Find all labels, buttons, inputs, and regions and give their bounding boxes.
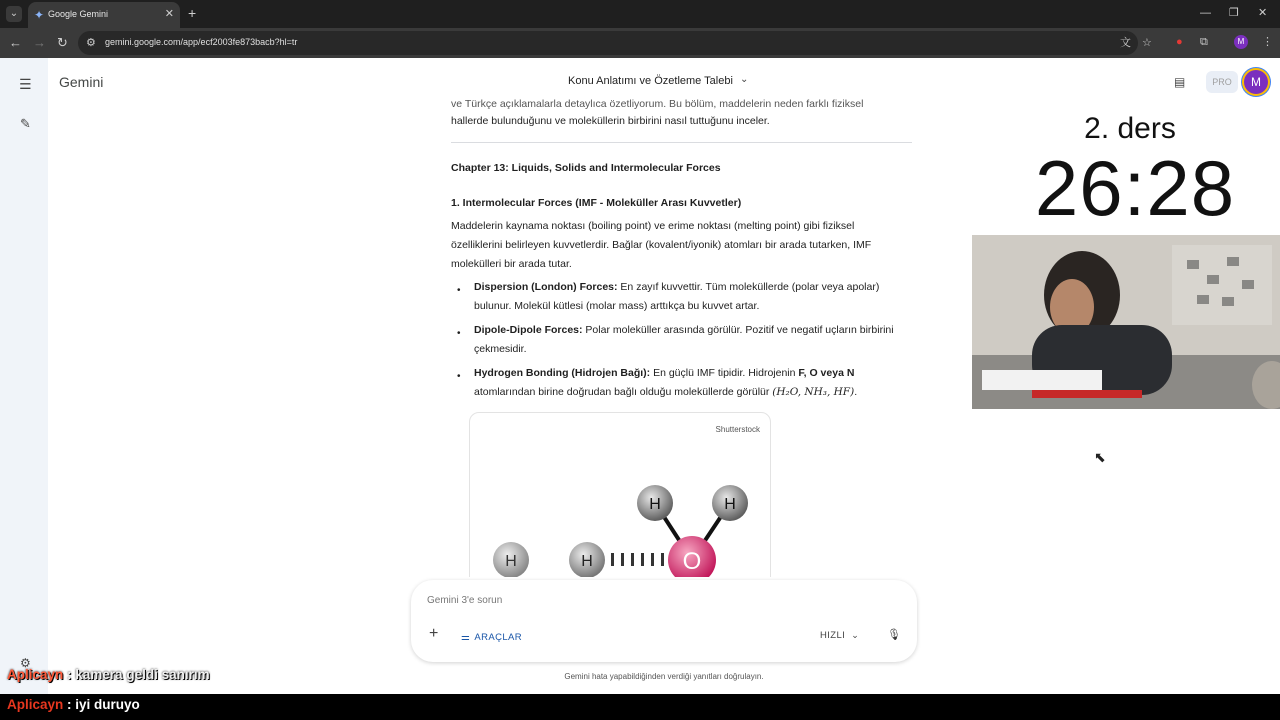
response-text-cut: ve Türkçe açıklamalarla detaylıca özetliyorum. Bu bölüm, maddelerin neden farklı fiziksel [451,98,864,110]
atom-label: H [724,496,736,513]
hydrogen-atom [493,542,529,577]
mode-label: HIZLI [820,630,846,641]
bullet-dipole [474,321,913,359]
close-window-icon[interactable]: ✕ [1258,7,1268,19]
paragraph-line: molekülleri bir arada tutar. [451,258,572,270]
reload-icon[interactable]: ↻ [57,35,68,50]
bullet-text: bulunur. Molekül kütlesi (molar mass) arttıkça bu kuvvet artar. [474,300,760,312]
atom-label: H [581,553,593,570]
chevron-down-icon: ⌄ [851,630,860,640]
chat-overlay-bar [0,694,1280,720]
bullet-term: Dispersion (London) Forces: [474,281,618,293]
atom-label: H [505,553,517,570]
section-paragraph [451,217,911,274]
chat-username: Aplicayn [7,667,64,682]
site-info-icon[interactable]: ⚙ [86,37,96,49]
response-content [451,95,913,577]
minimize-icon[interactable]: — [1200,7,1211,19]
chat-message [7,667,210,682]
browser-toolbar [0,28,1280,58]
hydrogen-atom [569,542,605,577]
chat-username: Aplicayn [7,697,64,712]
bullet-text: Polar moleküller arasında görülür. Pozitif ve negatif uçların birbirini [582,324,894,336]
microphone-icon[interactable]: 🎙︎ [887,629,901,641]
new-chat-icon[interactable]: ✎ [20,116,31,131]
menu-icon[interactable]: ☰ [19,76,32,92]
gemini-brand[interactable]: Gemini [59,74,104,90]
gemini-sparkle-icon: ✦ [34,8,45,22]
model-mode-selector[interactable] [820,630,859,641]
extension-icon[interactable]: ● [1176,36,1183,48]
chat-text: : kamera geldi sanırım [63,667,210,682]
webcam-scene [972,235,1280,409]
extensions-puzzle-icon[interactable]: ⧉ [1200,36,1208,48]
mouse-cursor-icon: ⬉ [1094,449,1106,465]
browser-tab-bar [0,0,1280,28]
bullet-dot: • [457,328,461,339]
prompt-input-box [411,580,917,662]
user-avatar[interactable]: M [1244,70,1268,94]
bullet-dot: • [457,285,461,296]
atom-label: O [682,548,702,575]
new-tab-icon[interactable]: + [188,5,197,21]
chat-message [7,697,140,712]
forward-icon[interactable]: → [33,35,46,50]
bullet-text: atomlarından birine doğrudan bağlı olduğu moleküllerde görülür [474,386,773,398]
hydrogen-bond-dashes [611,553,664,566]
webcam-feed [972,235,1280,409]
tools-button[interactable] [461,632,522,648]
add-attachment-icon[interactable]: + [429,625,439,642]
bullet-text: . [854,386,858,398]
bookmark-star-icon[interactable]: ☆ [1142,37,1152,49]
bullet-text: En zayıf kuvvettir. Tüm moleküllerde (polar veya apolar) [617,281,880,293]
sidebar [0,58,48,694]
browser-tab[interactable] [28,2,180,28]
bullet-text: En güçlü IMF tipidir. Hidrojenin [650,367,799,379]
tools-sliders-icon: ⚌ [461,632,471,643]
settings-gear-icon[interactable]: ⚙ [20,656,31,670]
browser-profile-avatar[interactable]: M [1234,35,1248,49]
bullet-bold-text: F, O veya N [798,367,855,379]
oxygen-atom [668,536,716,577]
timer-value: 26:28 [1034,144,1236,232]
tab-search-icon[interactable]: ⌄ [6,6,22,22]
bullet-term: Hydrogen Bonding (Hidrojen Bağı): [474,367,651,379]
disclaimer-text: Gemini hata yapabildiğinden verdiği yanıtları doğrulayın. [564,672,764,681]
back-icon[interactable]: ← [9,35,22,50]
response-intro: hallerde bulunduğunu ve moleküllerin birbirini nasıl tuttuğunu inceler. [451,115,770,127]
conversation-title[interactable]: Konu Anlatımı ve Özetleme Talebi [568,75,733,87]
url-text: gemini.google.com/app/ecf2003fe873bacb?hl=tr [105,37,298,47]
formula-text: (H₂O, NH₃, HF) [772,386,855,398]
hydrogen-atom [637,485,673,521]
pro-badge[interactable]: PRO [1206,71,1238,93]
paragraph-line: özelliklerini belirleyen kuvvetlerdir. Bağlar (kovalent/iyonik) atomları bir arada tutarken, IMF [451,239,872,251]
timer-label: 2. ders [1084,112,1176,145]
tools-label: ARAÇLAR [474,632,523,643]
atom-label: H [649,496,661,513]
browser-menu-icon[interactable]: ⋮ [1262,36,1273,48]
divider [451,142,912,143]
close-tab-icon[interactable]: ✕ [164,8,174,20]
tab-title: Google Gemini [48,9,109,19]
molecule-image-card[interactable] [469,412,771,577]
chat-text: : iyi duruyo [63,697,140,712]
bullet-dispersion [474,278,913,316]
paragraph-line: Maddelerin kaynama noktası (boiling point) ve erime noktası (melting point) gibi fiziksel [451,220,855,232]
prompt-input[interactable] [427,592,897,608]
image-credit: Shutterstock [715,425,760,434]
restore-icon[interactable]: ❐ [1229,7,1239,19]
chevron-down-icon[interactable]: ⌄ [740,74,749,85]
chapter-heading: Chapter 13: Liquids, Solids and Intermolecular Forces [451,162,721,174]
bullet-dot: • [457,371,461,382]
bullet-text: çekmesidir. [474,343,527,355]
bullet-hydrogen [474,364,913,402]
translate-icon[interactable]: 文 [1120,37,1131,49]
address-bar[interactable] [78,31,1152,55]
hydrogen-atom [712,485,748,521]
section-heading: 1. Intermolecular Forces (IMF - Moleküller Arası Kuvvetler) [451,197,742,209]
bullet-term: Dipole-Dipole Forces: [474,324,583,336]
temporary-chat-icon[interactable]: ▤ [1174,75,1186,89]
